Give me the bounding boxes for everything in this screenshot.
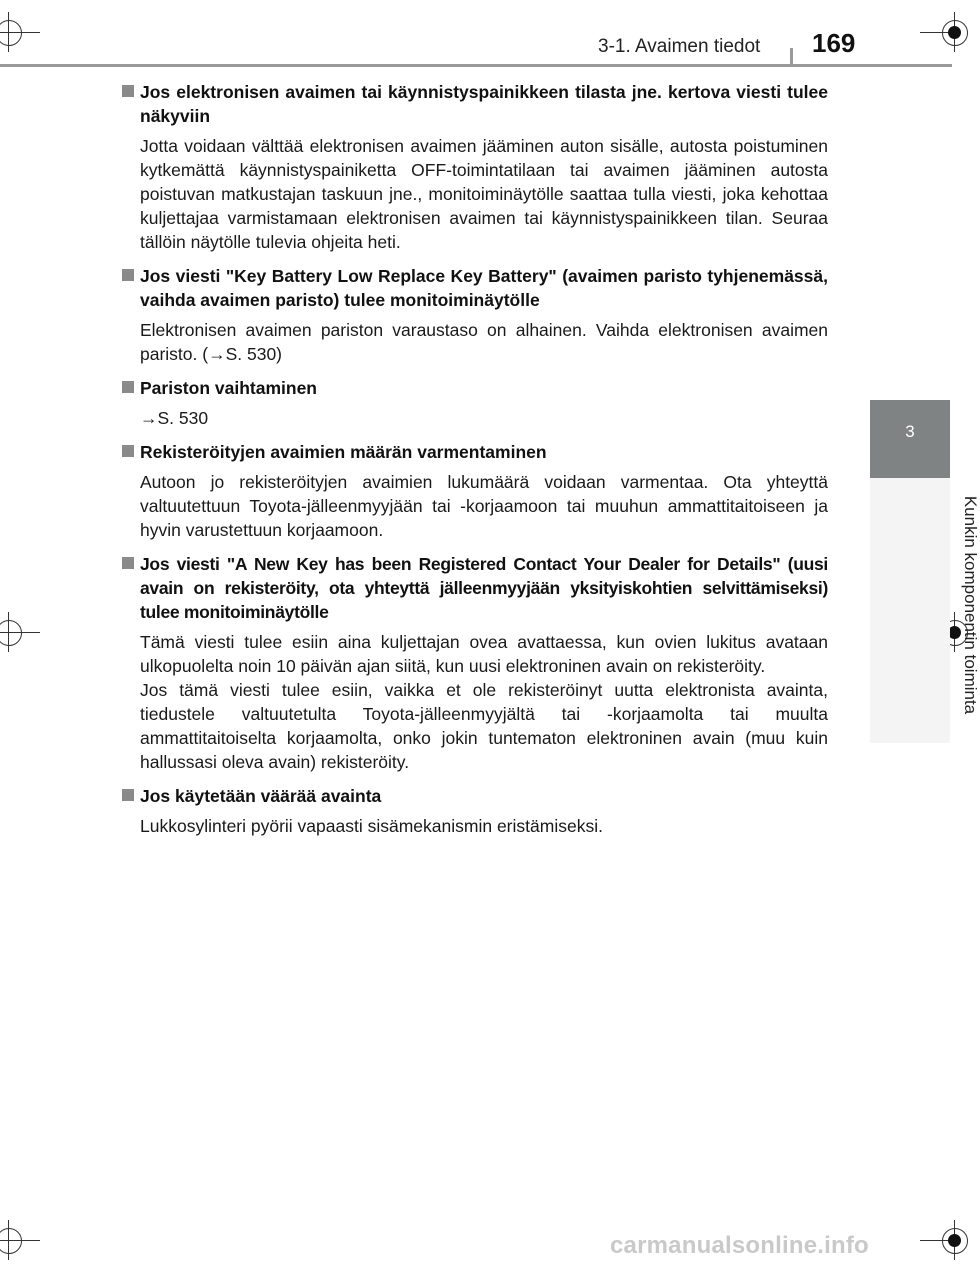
square-bullet-icon: [122, 789, 134, 801]
chapter-title-strip: [870, 478, 950, 743]
section-heading: Pariston vaihtaminen: [120, 376, 828, 400]
section-header: 3-1. Avaimen tiedot: [598, 36, 761, 57]
page-reference: →S. 530: [140, 408, 209, 428]
section-item: [120, 440, 828, 542]
section-heading: Jos käytetään väärää avainta: [120, 784, 828, 808]
square-bullet-icon: [122, 85, 134, 97]
body-paragraph: Elektronisen avaimen pariston varaustaso on alhainen. Vaihda elektronisen avaimen paristo. (→S. 530): [140, 320, 828, 364]
section-body: [120, 630, 828, 774]
page-number: 169: [812, 28, 856, 58]
section-body: [120, 134, 828, 254]
body-paragraph: Tämä viesti tulee esiin aina kuljettajan ovea avattaessa, kun ovien lukitus avataan ulkopuolelta noin 10 päivän ajan siitä, kun uusi elektroninen avain on rekisteröity.: [140, 632, 828, 676]
section-item: [120, 784, 828, 838]
section-heading: Jos viesti "A New Key has been Registered Contact Your Dealer for Details" (uusi avain on rekisteröity, ota yhteyttä jälleenmyyjään yksityiskohtien selvittämiseksi) tulee monitoiminäytölle: [120, 552, 828, 624]
section-heading: Jos elektronisen avaimen tai käynnistyspainikkeen tilasta jne. kertova viesti tulee näkyviin: [120, 80, 828, 128]
chapter-title: Kunkin komponentin toiminta: [961, 495, 980, 715]
main-content: [120, 80, 828, 848]
section-item: [120, 376, 828, 430]
body-paragraph: Jotta voidaan välttää elektronisen avaimen jääminen auton sisälle, autosta poistuminen kytkemättä käynnistyspainiketta OFF-toimintatilaan tai avaimen jääminen autosta poistuvan matkustajan taskuun jne., monitoiminäytölle saattaa tulla viesti, joka kehottaa kuljettajaa varmistamaan elektronisen avaimen tai käynnistyspainikkeen tilan. Seuraa tällöin näytölle tulevia ohjeita heti.: [140, 136, 828, 252]
body-paragraph: Lukkosylinteri pyörii vapaasti sisämekanismin eristämiseksi.: [140, 816, 603, 836]
section-body: [120, 406, 828, 430]
square-bullet-icon: [122, 381, 134, 393]
chapter-tab: [870, 400, 950, 478]
body-paragraph: Autoon jo rekisteröityjen avaimien lukumäärä voidaan varmentaa. Ota yhteyttä valtuutettuun Toyota-jälleenmyyjään tai -korjaamoon tai muuhun ammattitaitoiseen ja hyvin varustettuun korjaamoon.: [140, 472, 828, 540]
section-item: [120, 552, 828, 774]
section-item: [120, 264, 828, 366]
body-paragraph: Jos tämä viesti tulee esiin, vaikka et ole rekisteröinyt uutta elektronista avainta, tiedustele valtuutetulta Toyota-jälleenmyyjältä tai -korjaamolta tai muulta ammattitaitoiselta korjaamolta, onko jokin tuntematon elektroninen avain (muu kuin hallussasi oleva avain) rekisteröity.: [140, 680, 828, 772]
section-item: [120, 80, 828, 254]
square-bullet-icon: [122, 557, 134, 569]
watermark: carmanualsonline.info: [610, 1232, 869, 1259]
section-heading: Jos viesti "Key Battery Low Replace Key Battery" (avaimen paristo tyhjenemässä, vaihda avaimen paristo) tulee monitoiminäytölle: [120, 264, 828, 312]
section-body: [120, 470, 828, 542]
square-bullet-icon: [122, 269, 134, 281]
header-rule: [0, 64, 952, 67]
section-body: [120, 814, 828, 838]
chapter-number: 3: [905, 422, 915, 441]
section-heading: Rekisteröityjen avaimien määrän varmentaminen: [120, 440, 828, 464]
section-body: [120, 318, 828, 366]
square-bullet-icon: [122, 445, 134, 457]
